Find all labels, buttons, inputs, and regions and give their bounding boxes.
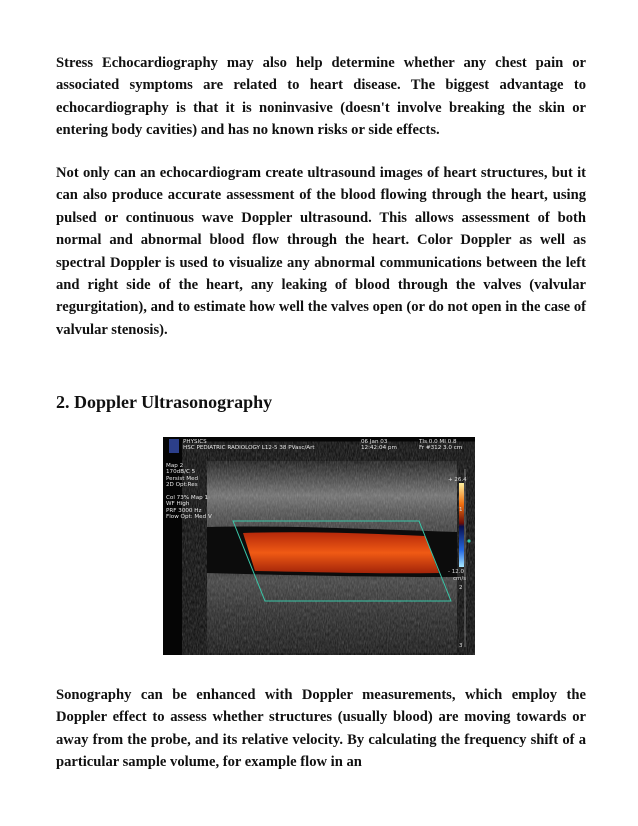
date-label: 06 Jan 03 — [361, 439, 388, 445]
doppler-ultrasound-image — [163, 437, 475, 655]
scale-bottom-label: - 12.0 — [448, 569, 464, 575]
depth-mark: 2 — [459, 585, 463, 591]
settings-panel — [166, 463, 212, 521]
scale-top-label: + 26.4 — [448, 477, 467, 483]
setting-line: Map 2 — [166, 463, 184, 469]
institution-label: PHYSICS — [183, 439, 207, 445]
setting-line: PRF 3000 Hz — [166, 507, 202, 514]
logo-icon — [169, 439, 179, 453]
paragraph-doppler-echo: Not only can an echocardiogram create ultrasound images of heart structures, but it can also produce accurate assessment of the blood flowing through the heart, using pulsed or continuous wave Doppler ultrasound. This allows assessment of both normal and abnormal blood flow through the heart. Color Doppler as well as spectral Doppler is used to visualize any abnormal communications between the left and right side of the heart, any leaking of blood through the valves (valvular regurgitation), and to estimate how well the valves open (or do not open in the case of valvular stenosis). — [56, 165, 586, 338]
setting-line: Col 73% Map 1 — [166, 495, 209, 502]
probe-label: HSC PEDIATRIC RADIOLOGY L12-5 38 PVasc/Art — [183, 445, 315, 452]
setting-line: 170dB/C 5 — [166, 469, 196, 476]
setting-line: WF High — [166, 501, 190, 508]
depth-mark: 1 — [459, 507, 463, 513]
header-indices — [419, 439, 462, 452]
setting-line: Persist Med — [166, 475, 199, 482]
header-datetime — [361, 439, 397, 452]
header-left — [183, 439, 315, 452]
tis-mi-label: TIs 0.0 MI 0.8 — [419, 439, 457, 445]
setting-line: 2D Opt:Res — [166, 482, 198, 489]
scale-unit-label: cm/s — [453, 576, 467, 582]
depth-mark: 3 — [459, 643, 463, 649]
frame-depth-label: Fr #312 3.0 cm — [419, 445, 463, 452]
setting-line: Flow Opt: Med V — [166, 514, 212, 521]
section-heading: 2. Doppler Ultrasonography — [56, 392, 273, 412]
paragraph-stress-echo: Stress Echocardiography may also help determine whether any chest pain or associated symptoms are related to heart disease. The biggest advantage to echocardiography is that it is noninvasive (doesn't involve breaking the skin or entering body cavities) and has no known risks or side effects. — [56, 55, 586, 139]
time-label: 12:42:04 pm — [361, 445, 397, 452]
paragraph-sonography: Sonography can be enhanced with Doppler measurements, which employ the Doppler effect to assess whether structures (usually blood) are moving towards or away from the probe, and its relative velocity. By calculating the frequency shift of a particular sample volume, for example flow in an — [56, 687, 586, 771]
